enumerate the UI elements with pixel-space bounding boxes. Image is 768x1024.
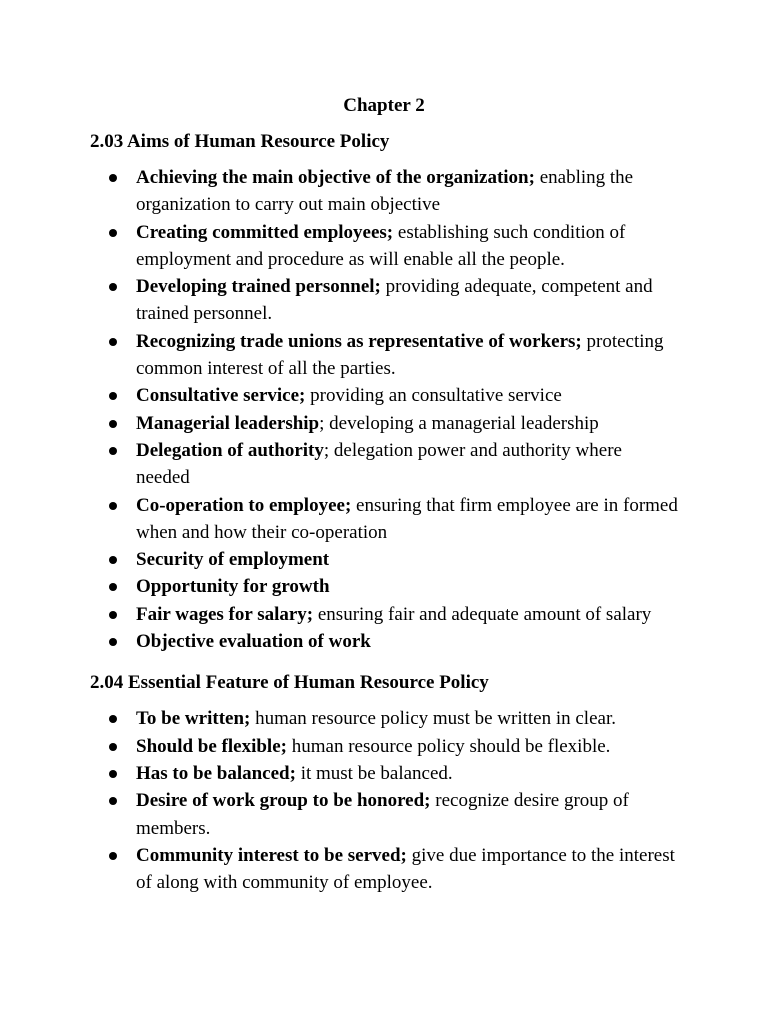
item-description: providing an consultative service [305, 385, 562, 407]
list-item [90, 410, 678, 437]
item-term: Recognizing trade unions as representative of workers; [136, 330, 582, 352]
list-item [90, 164, 678, 219]
item-term: Achieving the main objective of the organization; [136, 167, 535, 188]
chapter-title: Chapter 2 [343, 95, 425, 116]
item-description: recognize desire group of members. [136, 790, 629, 839]
item-description: ; developing a managerial leadership [319, 412, 599, 434]
bullet-icon [109, 770, 117, 778]
list-item [90, 787, 678, 842]
item-term: Security of employment [136, 549, 330, 571]
list-item [90, 219, 678, 274]
item-description: providing adequate, competent and trained personnel. [136, 276, 653, 325]
list-item [90, 328, 678, 383]
list-item [90, 628, 678, 655]
item-term: Managerial leadership [136, 412, 320, 434]
features-list [90, 705, 678, 896]
item-term: Consultative service; [136, 385, 306, 407]
bullet-icon [109, 338, 117, 346]
item-term: Developing trained personnel; [136, 276, 381, 298]
bullet-icon [109, 229, 117, 237]
list-item [90, 573, 678, 600]
item-term: Community interest to be served; [136, 844, 407, 866]
bullet-icon [109, 797, 117, 805]
list-item [90, 437, 678, 492]
bullet-icon [109, 743, 117, 751]
item-term: Creating committed employees; [136, 221, 394, 243]
list-item [90, 733, 678, 760]
item-term: Should be flexible; [136, 735, 287, 757]
list-item [90, 382, 678, 409]
list-item [90, 705, 678, 732]
item-description: enabling the organization to carry out main objective [136, 167, 634, 216]
item-description: ensuring fair and adequate amount of salary [313, 603, 652, 625]
bullet-icon [109, 556, 117, 564]
item-description: protecting common interest of all the parties. [136, 330, 664, 380]
item-description: human resource policy should be flexible. [286, 735, 611, 757]
bullet-icon [109, 638, 117, 646]
section-heading-aims: 2.03 Aims of Human Resource Policy [90, 131, 390, 152]
item-description: establishing such condition of employment and procedure as will enable all the people. [136, 221, 626, 270]
aims-list [90, 164, 678, 655]
item-term: Desire of work group to be honored; [136, 790, 431, 812]
list-item [90, 601, 678, 628]
bullet-icon [109, 447, 117, 455]
list-item [90, 760, 678, 787]
item-term: Opportunity for growth [136, 576, 330, 598]
list-item [90, 273, 678, 328]
bullet-icon [109, 583, 117, 591]
bullet-icon [109, 852, 117, 860]
item-description: it must be balanced. [295, 762, 453, 784]
item-term: Has to be balanced; [136, 762, 296, 784]
bullet-icon [109, 715, 117, 723]
item-term: Co-operation to employee; [136, 494, 352, 516]
item-description: ensuring that firm employee are in formed when and how their co-operation [136, 494, 678, 543]
item-description: human resource policy must be written in clear. [250, 708, 616, 730]
section-heading-features: 2.04 Essential Feature of Human Resource Policy [90, 672, 489, 694]
bullet-icon [109, 174, 117, 182]
bullet-icon [109, 392, 117, 400]
item-description: ; delegation power and authority where needed [136, 439, 622, 489]
item-term: Objective evaluation of work [136, 631, 371, 653]
item-term: To be written; [136, 708, 251, 730]
item-term: Fair wages for salary; [136, 603, 314, 625]
item-description: give due importance to the interest of along with community of employee. [136, 844, 675, 894]
bullet-icon [109, 502, 117, 510]
list-item [90, 546, 678, 573]
bullet-icon [109, 611, 117, 619]
list-item [90, 492, 678, 547]
item-term: Delegation of authority [136, 439, 324, 461]
bullet-icon [109, 420, 117, 428]
list-item [90, 842, 678, 897]
bullet-icon [109, 283, 117, 291]
